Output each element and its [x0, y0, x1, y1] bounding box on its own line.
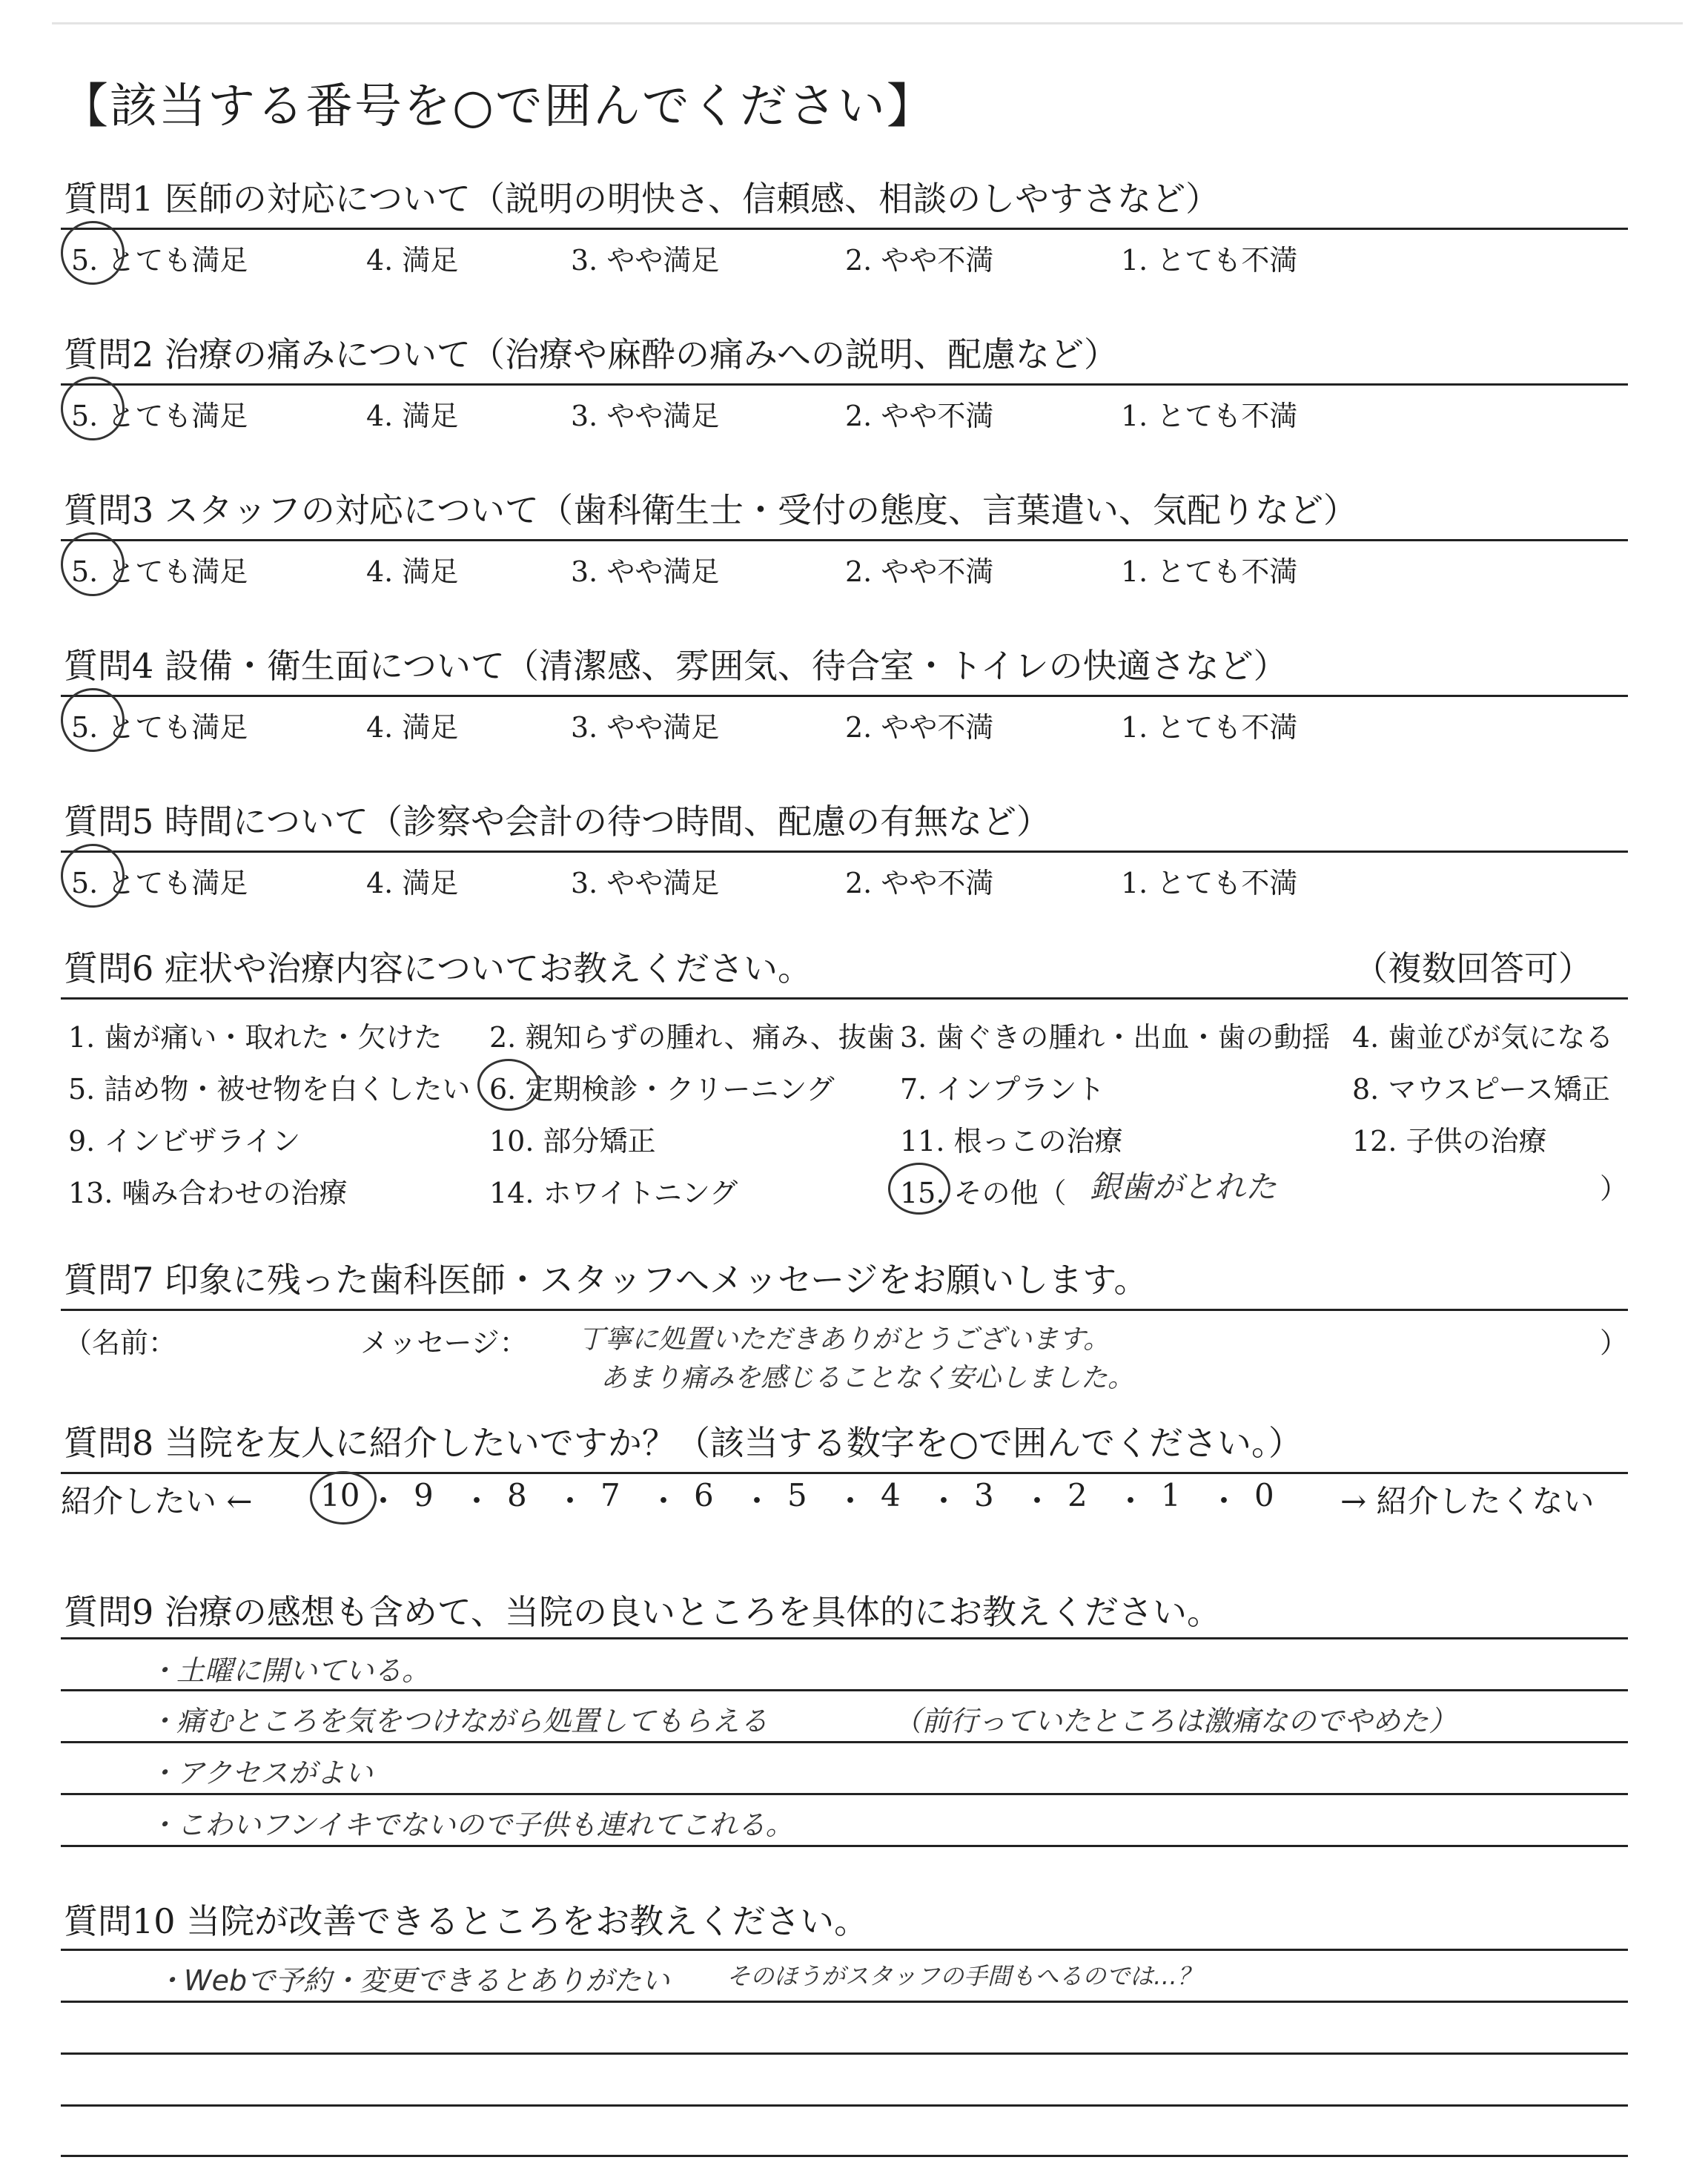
q7-name-label: （名前：	[64, 1327, 177, 1359]
q4-label: 質問4 設備・衛生面について（清潔感、雰囲気、待合室・トイレの快適さなど）	[64, 646, 1288, 686]
q6-option-3[interactable]: 3. 歯ぐきの腫れ・出血・歯の動揺	[900, 1021, 1331, 1054]
q10-aside[interactable]: そのほうがスタッフの手間もへるのでは…？	[726, 1962, 1202, 1990]
q6-option-8[interactable]: 8. マウスピース矯正	[1352, 1073, 1610, 1106]
q3-option-1[interactable]: 1. とても不満	[1121, 555, 1298, 588]
q8-scale-10[interactable]: 10	[320, 1477, 360, 1513]
q4-option-2[interactable]: 2. やや不満	[845, 711, 994, 744]
q10-answer-line	[61, 2001, 1628, 2003]
q8-left-label: 紹介したい ←	[61, 1483, 253, 1519]
q2-option-2[interactable]: 2. やや不満	[845, 400, 994, 432]
q5-rule	[61, 851, 1628, 853]
q9-answer-1[interactable]: ・土曜に開いている。	[148, 1654, 431, 1687]
q9-label: 質問9 治療の感想も含めて、当院の良いところを具体的にお教えください。	[64, 1592, 1221, 1632]
q2-rule	[61, 383, 1628, 386]
q6-rule	[61, 997, 1628, 1000]
q3-option-5[interactable]: 5. とても満足	[71, 555, 248, 588]
q8-scale-7[interactable]: 7	[600, 1477, 620, 1513]
q4-option-3[interactable]: 3. やや満足	[571, 711, 720, 744]
q5-option-3[interactable]: 3. やや満足	[571, 867, 720, 899]
q2-option-3[interactable]: 3. やや満足	[571, 400, 720, 432]
q5-option-5[interactable]: 5. とても満足	[71, 867, 248, 899]
q1-rule	[61, 228, 1628, 230]
q1-label: 質問1 医師の対応について（説明の明快さ、信頼感、相談のしやすさなど）	[64, 179, 1220, 219]
q1-option-1[interactable]: 1. とても不満	[1121, 244, 1298, 277]
q8-scale-separator: ・	[368, 1483, 400, 1519]
q6-option-13[interactable]: 13. 噛み合わせの治療	[68, 1177, 348, 1209]
q3-rule	[61, 539, 1628, 541]
q6-option-9[interactable]: 9. インビザライン	[68, 1125, 301, 1157]
q2-option-1[interactable]: 1. とても不満	[1121, 400, 1298, 432]
q8-scale-separator: ・	[1022, 1483, 1053, 1519]
q5-option-2[interactable]: 2. やや不満	[845, 867, 994, 899]
page-title: 【該当する番号を○で囲んでください】	[61, 79, 936, 134]
q9-answer-line	[61, 1689, 1628, 1691]
q6-option-7[interactable]: 7. インプラント	[900, 1073, 1105, 1106]
q9-answer-line	[61, 1793, 1628, 1795]
q6-label: 質問6 症状や治療内容についてお教えください。	[64, 948, 812, 988]
q10-answer-line	[61, 1949, 1628, 1951]
q8-scale-separator: ・	[555, 1483, 586, 1519]
q9-answer-line	[61, 1845, 1628, 1847]
q8-scale-8[interactable]: 8	[507, 1477, 527, 1513]
q3-label: 質問3 スタッフの対応について（歯科衛生士・受付の態度、言葉遣い、気配りなど）	[64, 490, 1357, 530]
q8-scale-6[interactable]: 6	[694, 1477, 714, 1513]
q1-option-3[interactable]: 3. やや満足	[571, 244, 720, 277]
q6-option-2[interactable]: 2. 親知らずの腫れ、痛み、抜歯	[489, 1021, 895, 1054]
q7-close-paren: ）	[1600, 1327, 1629, 1359]
q9-answer-2[interactable]: ・痛むところを気をつけながら処置してもらえる	[148, 1705, 769, 1737]
q7-message-line2[interactable]: あまり痛みを感じることなく安心しました。	[600, 1363, 1135, 1393]
q8-scale-1[interactable]: 1	[1161, 1477, 1181, 1513]
q6-other-text[interactable]: 銀歯がとれた	[1090, 1169, 1277, 1205]
q3-option-3[interactable]: 3. やや満足	[571, 555, 720, 588]
q2-option-5[interactable]: 5. とても満足	[71, 400, 248, 432]
q6-option-6[interactable]: 6. 定期検診・クリーニング	[489, 1073, 835, 1106]
q8-scale-4[interactable]: 4	[881, 1477, 901, 1513]
q8-scale-separator: ・	[648, 1483, 680, 1519]
q10-answer-line	[61, 2052, 1628, 2055]
q8-scale-9[interactable]: 9	[414, 1477, 434, 1513]
q8-scale-0[interactable]: 0	[1254, 1477, 1274, 1513]
q8-scale-3[interactable]: 3	[974, 1477, 994, 1513]
q6-option-1[interactable]: 1. 歯が痛い・取れた・欠けた	[68, 1021, 443, 1054]
q5-option-4[interactable]: 4. 満足	[366, 867, 459, 899]
q3-option-4[interactable]: 4. 満足	[366, 555, 459, 588]
q9-answer-line	[61, 1741, 1628, 1743]
q6-option-11[interactable]: 11. 根っこの治療	[900, 1125, 1123, 1157]
q2-option-4[interactable]: 4. 満足	[366, 400, 459, 432]
q4-option-5[interactable]: 5. とても満足	[71, 711, 248, 744]
q1-option-4[interactable]: 4. 満足	[366, 244, 459, 277]
q4-option-1[interactable]: 1. とても不満	[1121, 711, 1298, 744]
q8-scale-separator: ・	[835, 1483, 867, 1519]
q8-scale-separator: ・	[928, 1483, 960, 1519]
q4-option-4[interactable]: 4. 満足	[366, 711, 459, 744]
q8-scale-2[interactable]: 2	[1068, 1477, 1088, 1513]
q7-message-label: メッセージ：	[360, 1327, 528, 1359]
q1-option-5[interactable]: 5. とても満足	[71, 244, 248, 277]
q4-rule	[61, 695, 1628, 697]
q6-note: （複数回答可）	[1354, 948, 1592, 988]
q8-right-label: → 紹介したくない	[1340, 1483, 1595, 1519]
q6-option-10[interactable]: 10. 部分矯正	[489, 1125, 656, 1157]
q3-option-2[interactable]: 2. やや不満	[845, 555, 994, 588]
q7-rule	[61, 1309, 1628, 1311]
q8-label: 質問8 当院を友人に紹介したいですか？（該当する数字を○で囲んでください。）	[64, 1423, 1303, 1463]
q7-label: 質問7 印象に残った歯科医師・スタッフへメッセージをお願いします。	[64, 1260, 1148, 1300]
q6-close-paren: ）	[1600, 1172, 1629, 1205]
q10-label: 質問10 当院が改善できるところをお教えください。	[64, 1901, 869, 1941]
top-border	[52, 22, 1683, 24]
q6-option-5[interactable]: 5. 詰め物・被せ物を白くしたい	[68, 1073, 471, 1106]
q6-option-15[interactable]: 15. その他（	[900, 1177, 1067, 1209]
q5-option-1[interactable]: 1. とても不満	[1121, 867, 1298, 899]
q8-scale-separator: ・	[1208, 1483, 1240, 1519]
q10-answer[interactable]: ・Webで予約・変更できるとありがたい	[156, 1964, 670, 1997]
q9-aside[interactable]: （前行っていたところは激痛なのでやめた）	[893, 1705, 1457, 1737]
q8-scale-separator: ・	[741, 1483, 773, 1519]
q7-message-line1[interactable]: 丁寧に処置いただきありがとうございます。	[578, 1324, 1110, 1355]
q9-answer-4[interactable]: ・こわいフンイキでないので子供も連れてこれる。	[148, 1809, 794, 1841]
q8-scale-separator: ・	[1115, 1483, 1147, 1519]
q6-option-4[interactable]: 4. 歯並びが気になる	[1352, 1021, 1614, 1054]
q8-rule	[61, 1472, 1628, 1474]
q6-option-12[interactable]: 12. 子供の治療	[1352, 1125, 1547, 1157]
q10-answer-line	[61, 2155, 1628, 2157]
q2-label: 質問2 治療の痛みについて（治療や麻酔の痛みへの説明、配慮など）	[64, 334, 1119, 374]
q5-label: 質問5 時間について（診察や会計の待つ時間、配慮の有無など）	[64, 802, 1050, 842]
q6-option-14[interactable]: 14. ホワイトニング	[489, 1177, 738, 1209]
q8-scale-separator: ・	[461, 1483, 493, 1519]
q9-answer-line	[61, 1637, 1628, 1639]
q1-option-2[interactable]: 2. やや不満	[845, 244, 994, 277]
q10-answer-line	[61, 2104, 1628, 2107]
q8-scale-5[interactable]: 5	[787, 1477, 807, 1513]
q9-answer-3[interactable]: ・アクセスがよい	[148, 1757, 373, 1789]
